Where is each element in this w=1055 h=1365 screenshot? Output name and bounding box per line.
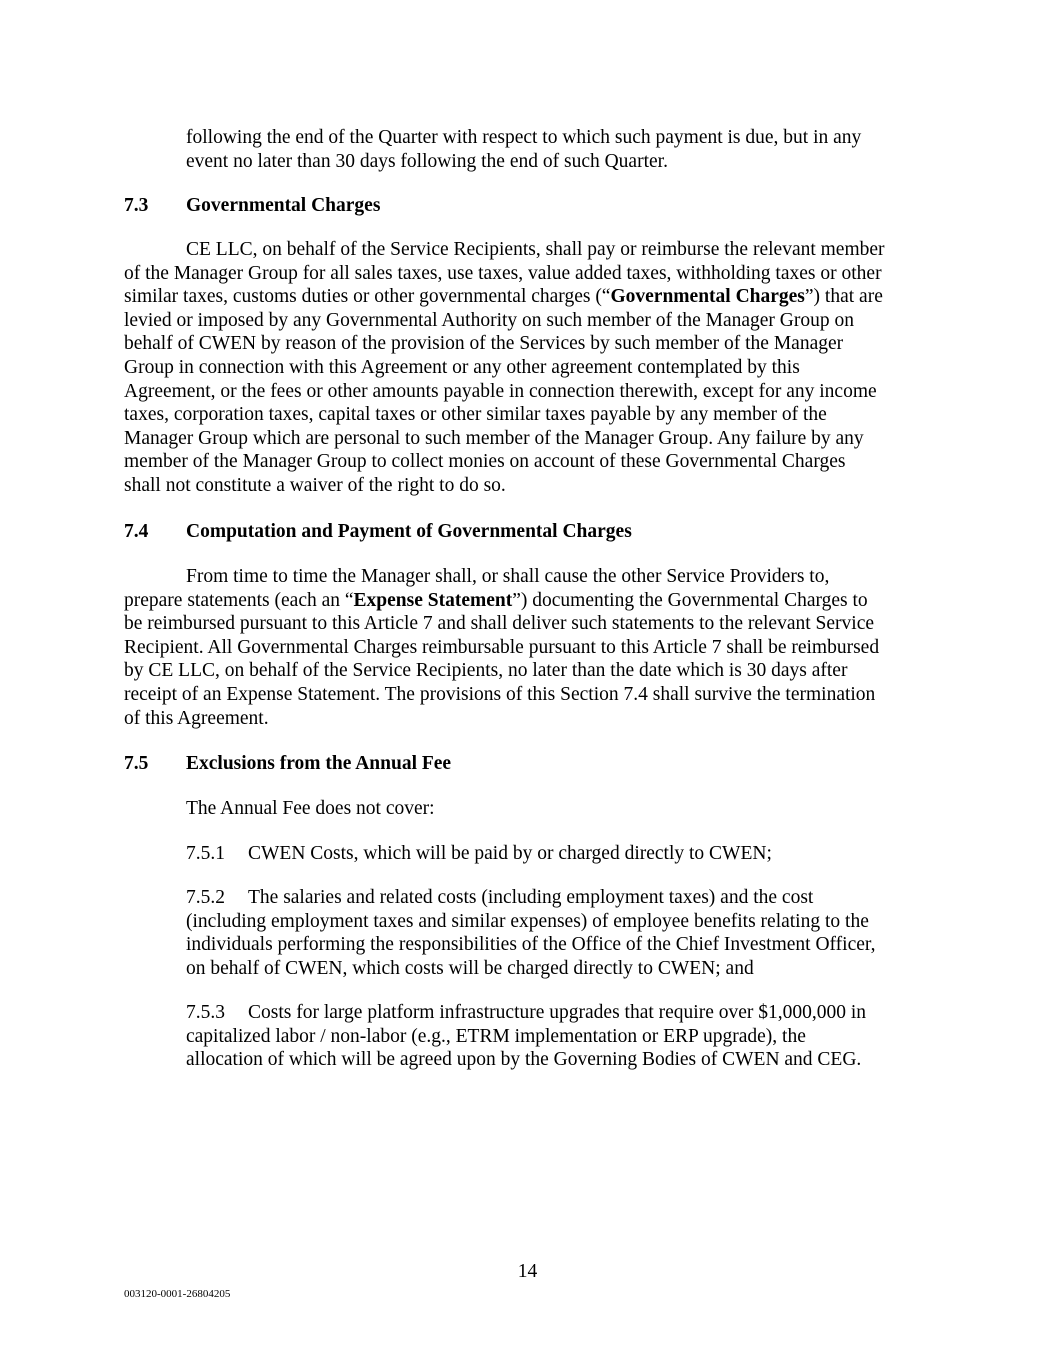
page-number: 14 — [517, 1261, 538, 1282]
text-fragment: CWEN Costs, which will be paid by or charged directly to CWEN; — [248, 843, 772, 864]
text-fragment: prepare statements (each an “ — [124, 589, 354, 611]
text-line-with-defined-term — [124, 589, 879, 613]
text-line: of this Agreement. — [124, 707, 269, 729]
section-title: Exclusions from the Annual Fee — [186, 753, 452, 774]
text-line: Manager Group which are personal to such member of the Manager Group. Any failure by any — [124, 427, 864, 449]
subsection-7-5-3 — [186, 1001, 866, 1072]
text-line: following the end of the Quarter with respect to which such payment is due, but in any — [186, 127, 862, 148]
text-line: Agreement, or the fees or other amounts payable in connection therewith, except for any income — [124, 380, 877, 402]
text-line: CE LLC, on behalf of the Service Recipients, shall pay or reimburse the relevant member — [186, 239, 885, 260]
section-title: Computation and Payment of Governmental Charges — [186, 521, 632, 542]
text-line: Group in connection with this Agreement or any other agreement contemplated by this — [124, 356, 800, 378]
section-number: 7.5 — [124, 753, 149, 774]
text-line: of the Manager Group for all sales taxes, use taxes, value added taxes, withholding taxes or other — [124, 262, 882, 284]
subsection-7-5-2 — [186, 886, 876, 980]
section-title: Governmental Charges — [186, 195, 381, 216]
subsection-first-line — [186, 1001, 866, 1025]
text-line: on behalf of CWEN, which costs will be charged directly to CWEN; and — [186, 957, 754, 979]
text-line: taxes, corporation taxes, capital taxes or other similar taxes payable by any member of the — [124, 404, 827, 426]
text-line: receipt of an Expense Statement. The provisions of this Section 7.4 shall survive the termination — [124, 683, 876, 705]
subsection-first-line — [186, 842, 772, 866]
subsection-7-5-1 — [186, 842, 772, 866]
continuation-paragraph — [186, 126, 861, 173]
text-line: (including employment taxes and similar expenses) of employee benefits relating to the — [186, 910, 869, 932]
text-line: behalf of CWEN by reason of the provision of the Services by such member of the Manager — [124, 333, 844, 355]
section-7-5-intro — [186, 797, 435, 821]
text-fragment: similar taxes, customs duties or other governmental charges (“ — [124, 286, 611, 308]
text-fragment: ”) that are — [804, 286, 883, 308]
defined-term: Governmental Charges — [610, 286, 805, 308]
text-line: by CE LLC, on behalf of the Service Recipients, no later than the date which is 30 days after — [124, 660, 848, 682]
text-fragment: The salaries and related costs (including employment taxes) and the cost — [248, 887, 814, 908]
text-fragment: ”) documenting the Governmental Charges to — [512, 589, 868, 611]
section-7-3-paragraph — [124, 238, 885, 498]
text-line: From time to time the Manager shall, or shall cause the other Service Providers to, — [186, 566, 830, 587]
text-line: be reimbursed pursuant to this Article 7 and shall deliver such statements to the relevant Service — [124, 613, 874, 635]
text-line: event no later than 30 days following the end of such Quarter. — [186, 150, 668, 172]
section-number: 7.4 — [124, 521, 149, 542]
section-number: 7.3 — [124, 195, 149, 216]
subsection-number: 7.5.2 — [186, 887, 225, 908]
text-line: Recipient. All Governmental Charges reimbursable pursuant to this Article 7 shall be reimbursed — [124, 636, 880, 658]
defined-term: Expense Statement — [353, 589, 513, 611]
text-line: capitalized labor / non-labor (e.g., ETRM implementation or ERP upgrade), the — [186, 1025, 806, 1047]
section-7-4-paragraph — [124, 565, 879, 730]
subsection-first-line — [186, 886, 876, 910]
text-line-with-defined-term — [124, 285, 885, 309]
text-line: allocation of which will be agreed upon by the Governing Bodies of CWEN and CEG. — [186, 1049, 862, 1071]
subsection-number: 7.5.3 — [186, 1002, 225, 1023]
text-fragment: Costs for large platform infrastructure upgrades that require over $1,000,000 in — [248, 1002, 867, 1023]
text-line: member of the Manager Group to collect monies on account of these Governmental Charges — [124, 451, 846, 473]
document-id: 003120-0001-26804205 — [124, 1288, 231, 1300]
text-line: shall not constitute a waiver of the right to do so. — [124, 474, 506, 496]
text-line: levied or imposed by any Governmental Authority on such member of the Manager Group on — [124, 309, 854, 331]
text-line: The Annual Fee does not cover: — [186, 798, 435, 819]
subsection-number: 7.5.1 — [186, 843, 225, 864]
text-line: individuals performing the responsibilities of the Office of the Chief Investment Officer, — [186, 934, 876, 956]
